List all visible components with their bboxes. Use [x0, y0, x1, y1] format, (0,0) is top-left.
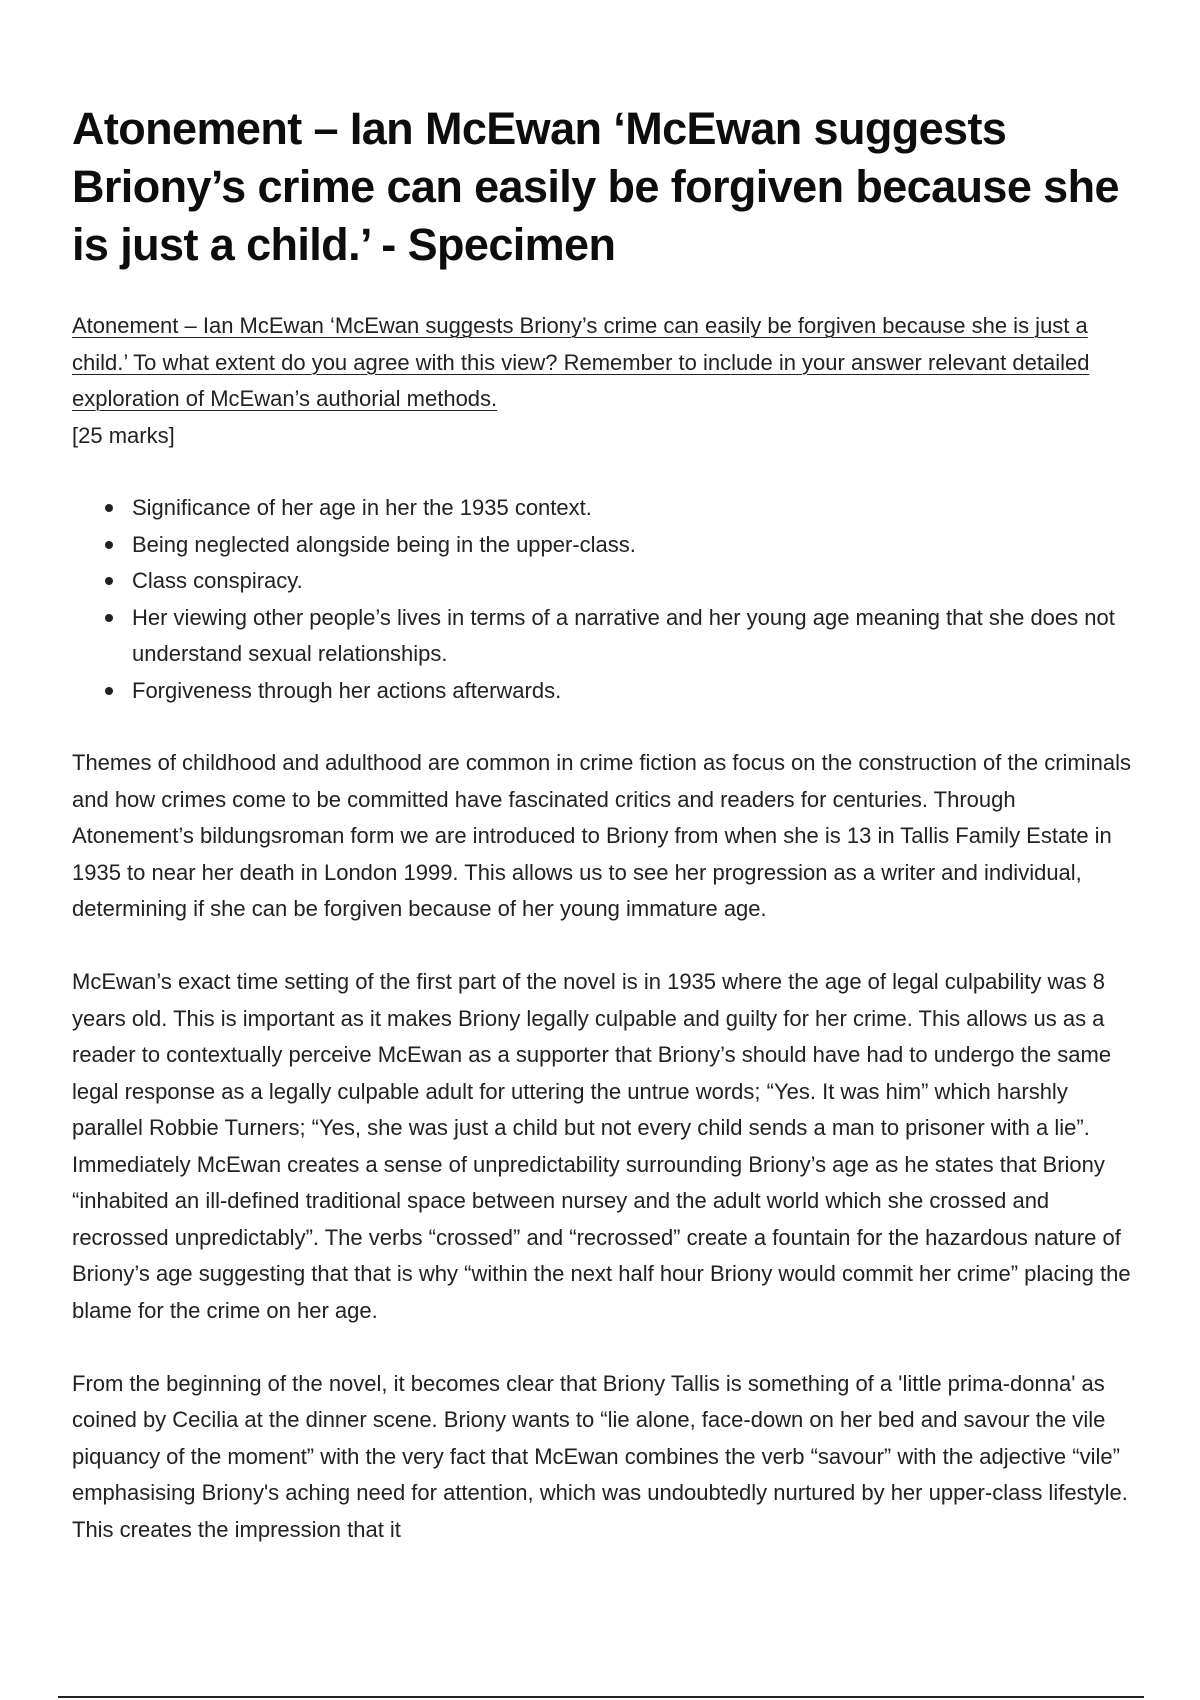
- bullet-dot-icon: [105, 504, 113, 512]
- marks-label: [25 marks]: [72, 422, 175, 448]
- bullet-text: Forgiveness through her actions afterwards.: [132, 677, 562, 703]
- bullet-text: Being neglected alongside being in the upper-class.: [132, 531, 636, 557]
- page-bottom-rule: [58, 1696, 1144, 1698]
- bullet-item: [132, 563, 1132, 600]
- bullet-item: [132, 600, 1132, 673]
- bullet-item: [132, 527, 1132, 564]
- essay-question: Atonement – Ian McEwan ‘McEwan suggests Briony’s crime can easily be forgiven because she is just a child.’ To what extent do you agree with this view? Remember to include in your answer relevant detailed exploration of McEwan’s authorial methods.: [72, 313, 1090, 411]
- bullet-text: Significance of her age in her the 1935 context.: [132, 495, 592, 520]
- bullet-dot-icon: [105, 577, 113, 585]
- bullet-text: Class conspiracy.: [132, 568, 303, 593]
- bullet-dot-icon: [105, 687, 113, 695]
- bullet-text: Her viewing other people’s lives in terms of a narrative and her young age meaning that she does not understand sexual relationships.: [132, 604, 1115, 666]
- essay-paragraph-prima-donna: From the beginning of the novel, it becomes clear that Briony Tallis is something of a 'little prima-donna' as coined by Cecilia at the dinner scene. Briony wants to “lie alone, face-down on her bed and savour the vile piquancy of the moment” with the very fact that McEwan combines the verb “savour” with the adjective “vile” emphasising Briony's aching need for attention, which was undoubtedly nurtured by her upper-class lifestyle. This creates the impression that it: [72, 1370, 1128, 1542]
- document-body: [72, 308, 1132, 1548]
- bullet-dot-icon: [105, 541, 113, 549]
- bullet-item: [132, 490, 1132, 527]
- document-title: Atonement – Ian McEwan ‘McEwan suggests Briony’s crime can easily be forgiven because she is just a child.’ - Specimen: [72, 103, 1119, 270]
- essay-paragraph-context: McEwan’s exact time setting of the first part of the novel is in 1935 where the age of legal culpability was 8 years old. This is important as it makes Briony legally culpable and guilty for her crime. This allows us as a reader to contextually perceive McEwan as a supporter that Briony’s should have had to undergo the same legal response as a legally culpable adult for uttering the untrue words; “Yes. It was him” which harshly parallel Robbie Turners; “Yes, she was just a child but not every child sends a man to prisoner with a lie”. Immediately McEwan creates a sense of unpredictability surrounding Briony’s age as he states that Briony “inhabited an ill-defined traditional space between nursey and the adult world which she crossed and recrossed unpredictably”. The verbs “crossed” and “recrossed” create a fountain for the hazardous nature of Briony’s age suggesting that that is why “within the next half hour Briony would commit her crime” placing the blame for the crime on her age.: [72, 969, 1131, 1323]
- bullet-dot-icon: [105, 614, 113, 622]
- document-page: [72, 100, 1132, 1585]
- bullet-item: [132, 673, 1132, 710]
- plan-bullet-list: [72, 490, 1132, 709]
- essay-paragraph-intro: Themes of childhood and adulthood are common in crime fiction as focus on the construction of the criminals and how crimes come to be committed have fascinated critics and readers for centuries. Through Atonement’s bildungsroman form we are introduced to Briony from when she is 13 in Tallis Family Estate in 1935 to near her death in London 1999. This allows us to see her progression as a writer and individual, determining if she can be forgiven because of her young immature age.: [72, 750, 1131, 921]
